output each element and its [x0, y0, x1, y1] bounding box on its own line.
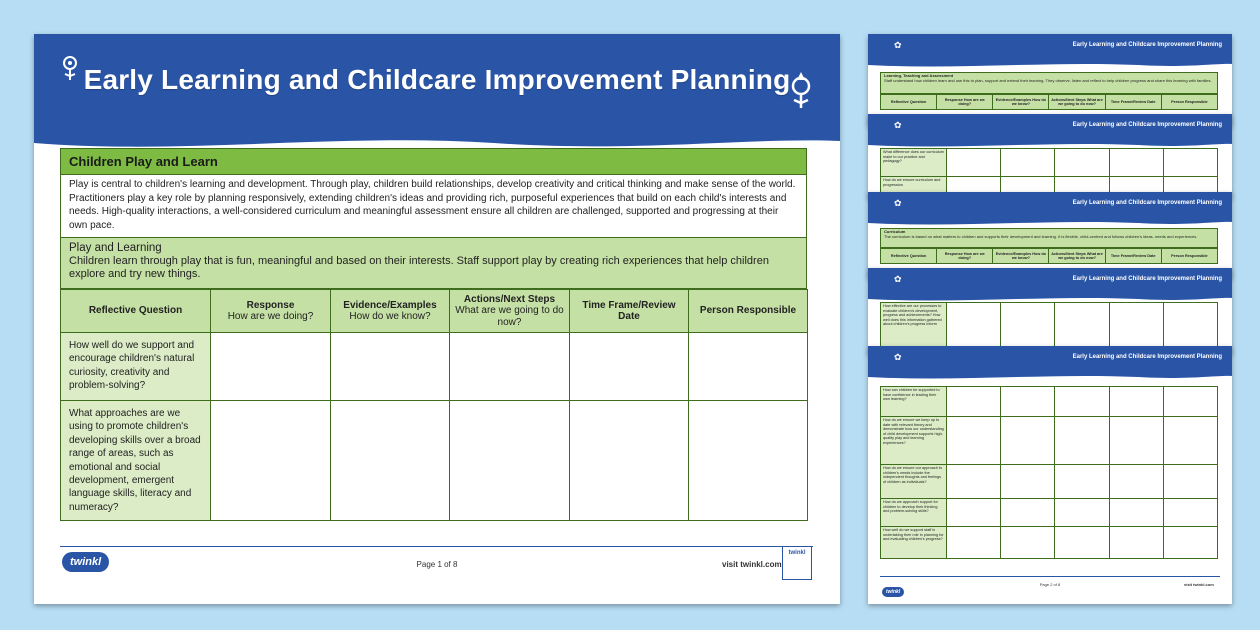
page-header	[868, 346, 1232, 382]
mini-page	[868, 114, 1232, 198]
response-cell[interactable]	[211, 333, 331, 401]
subsection-text: Children learn through play that is fun, meaningful and based on their interests. Staff support play by creating rich experiences that help children explore and try new things.	[69, 255, 769, 280]
reflective-question: How do we approach support for children to develop their thinking and problem-solving skills?	[881, 499, 947, 527]
planning-table	[60, 289, 808, 521]
thistle-icon: ✿	[894, 40, 902, 50]
column-header: Reflective Question	[881, 249, 937, 264]
person-cell[interactable]	[689, 401, 808, 521]
column-header: Response How are we doing?	[937, 249, 993, 264]
mini-page	[868, 192, 1232, 278]
thistle-icon	[788, 70, 814, 115]
quality-badge: twinkl	[782, 546, 812, 580]
mini-title: Early Learning and Childcare Improvement Planning	[1072, 42, 1222, 48]
evidence-cell[interactable]	[331, 401, 450, 521]
reflective-question: What difference does our curriculum make to our practice and pedagogy?	[881, 149, 947, 177]
subsection-box	[60, 238, 807, 289]
reflective-question: How well do we support and encourage children's natural curiosity, creativity and problem-solving?	[61, 333, 211, 401]
table-row	[61, 333, 808, 401]
page-footer-rule	[880, 576, 1220, 577]
mini-page	[868, 268, 1232, 354]
thistle-icon: ✿	[894, 120, 902, 130]
reflective-question: How do we ensure curriculum and progression	[881, 177, 947, 197]
mini-page	[868, 34, 1232, 126]
page-header	[868, 192, 1232, 228]
thistle-icon: ✿	[894, 274, 902, 284]
mini-section-bar: Learning, Teaching and Assessment Staff understand how children learn and use this to plan, support and extend their learning. They observe, listen and reflect to help children progress and share this learning with families.	[880, 72, 1218, 94]
reflective-question: How can children be supported to have confidence in leading their own learning?	[881, 387, 947, 417]
mini-title: Early Learning and Childcare Improvement Planning	[1072, 354, 1222, 360]
column-header: Response How are we doing?	[211, 290, 331, 333]
mini-table	[880, 386, 1218, 559]
mini-table	[880, 148, 1218, 197]
mini-title: Early Learning and Childcare Improvement Planning	[1072, 122, 1222, 128]
timeframe-cell[interactable]	[570, 401, 689, 521]
column-header: Evidence/Examples How do we know?	[331, 290, 450, 333]
thistle-icon: ✿	[894, 198, 902, 208]
page-footer-rule	[60, 546, 813, 547]
mini-page	[868, 346, 1232, 604]
section-title: Children Play and Learn	[60, 148, 807, 175]
column-header: Actions/Next Steps What are we going to do now?	[450, 290, 570, 333]
main-page	[34, 34, 840, 604]
table-row	[61, 401, 808, 521]
column-header: Time Frame/Review Date	[570, 290, 689, 333]
column-header: Actions/Next Steps What are we going to do now?	[1049, 249, 1105, 264]
timeframe-cell[interactable]	[570, 333, 689, 401]
column-header: Person Responsible	[689, 290, 808, 333]
column-header: Actions/Next Steps What are we going to do now?	[1049, 95, 1105, 110]
page-number: Page 1 of 8	[416, 560, 458, 569]
reflective-question: What approaches are we using to promote children's developing skills over a broad range of areas, such as emotional and social development, emergent language skills, literacy and numeracy?	[61, 401, 211, 521]
mini-table	[880, 94, 1218, 110]
mini-title: Early Learning and Childcare Improvement Planning	[1072, 200, 1222, 206]
person-cell[interactable]	[689, 333, 808, 401]
reflective-question: How do we ensure our approach to children's needs include the independent thoughts and feelings of children as individuals?	[881, 465, 947, 499]
actions-cell[interactable]	[450, 401, 570, 521]
column-header: Time Frame/Review Date	[1105, 95, 1161, 110]
twinkl-logo: twinkl	[882, 580, 904, 598]
column-header: Person Responsible	[1161, 95, 1217, 110]
page-header	[868, 114, 1232, 150]
mini-table	[880, 248, 1218, 264]
column-header: Reflective Question	[881, 95, 937, 110]
table-header-row	[61, 290, 808, 333]
column-header: Evidence/Examples How do we know?	[993, 95, 1049, 110]
website-link[interactable]: visit twinkl.com	[1184, 582, 1214, 587]
page-header	[868, 268, 1232, 304]
subsection-title: Play and Learning	[69, 242, 162, 254]
page-title: Early Learning and Childcare Improvement Planning	[83, 64, 791, 95]
website-link[interactable]: visit twinkl.com	[722, 560, 782, 569]
twinkl-logo: twinkl	[62, 552, 109, 572]
response-cell[interactable]	[211, 401, 331, 521]
column-header: Time Frame/Review Date	[1105, 249, 1161, 264]
mini-title: Early Learning and Childcare Improvement Planning	[1072, 276, 1222, 282]
mini-table	[880, 302, 1218, 349]
page-header	[868, 34, 1232, 70]
reflective-question: How effective are our processes to evaluate children's development, progress and achievements? How well does this information gathered about children's progress inform	[881, 303, 947, 349]
column-header: Response How are we doing?	[937, 95, 993, 110]
column-header: Reflective Question	[61, 290, 211, 333]
thistle-icon: ✿	[894, 352, 902, 362]
column-header: Person Responsible	[1161, 249, 1217, 264]
actions-cell[interactable]	[450, 333, 570, 401]
page-header	[34, 34, 840, 159]
page-number: Page 2 of 8	[1039, 582, 1061, 587]
column-header: Evidence/Examples How do we know?	[993, 249, 1049, 264]
section-intro: Play is central to children's learning and development. Through play, children build relationships, develop creativity and critical thinking and make sense of the world. Practitioners play a key role by planning responsively, extending children's ideas and providing rich, purposeful experiences that build on each child's interests and needs. High-quality interactions, a well-considered curriculum and meaningful assessment ensure all children are challenged, supported and progressing at their own pace.	[60, 173, 807, 238]
evidence-cell[interactable]	[331, 333, 450, 401]
reflective-question: How do we ensure we keep up to date with relevant theory and demonstrate how our understanding of child development supports high-quality play and learning experiences?	[881, 417, 947, 465]
reflective-question: How well do we support staff in undertaking their role in planning for and evaluating children's progress?	[881, 527, 947, 559]
mini-section-bar: Curriculum The curriculum is based on what matters to children and supports their development and learning. It is flexible, child-centred and follows children's ideas, needs and experiences.	[880, 228, 1218, 248]
